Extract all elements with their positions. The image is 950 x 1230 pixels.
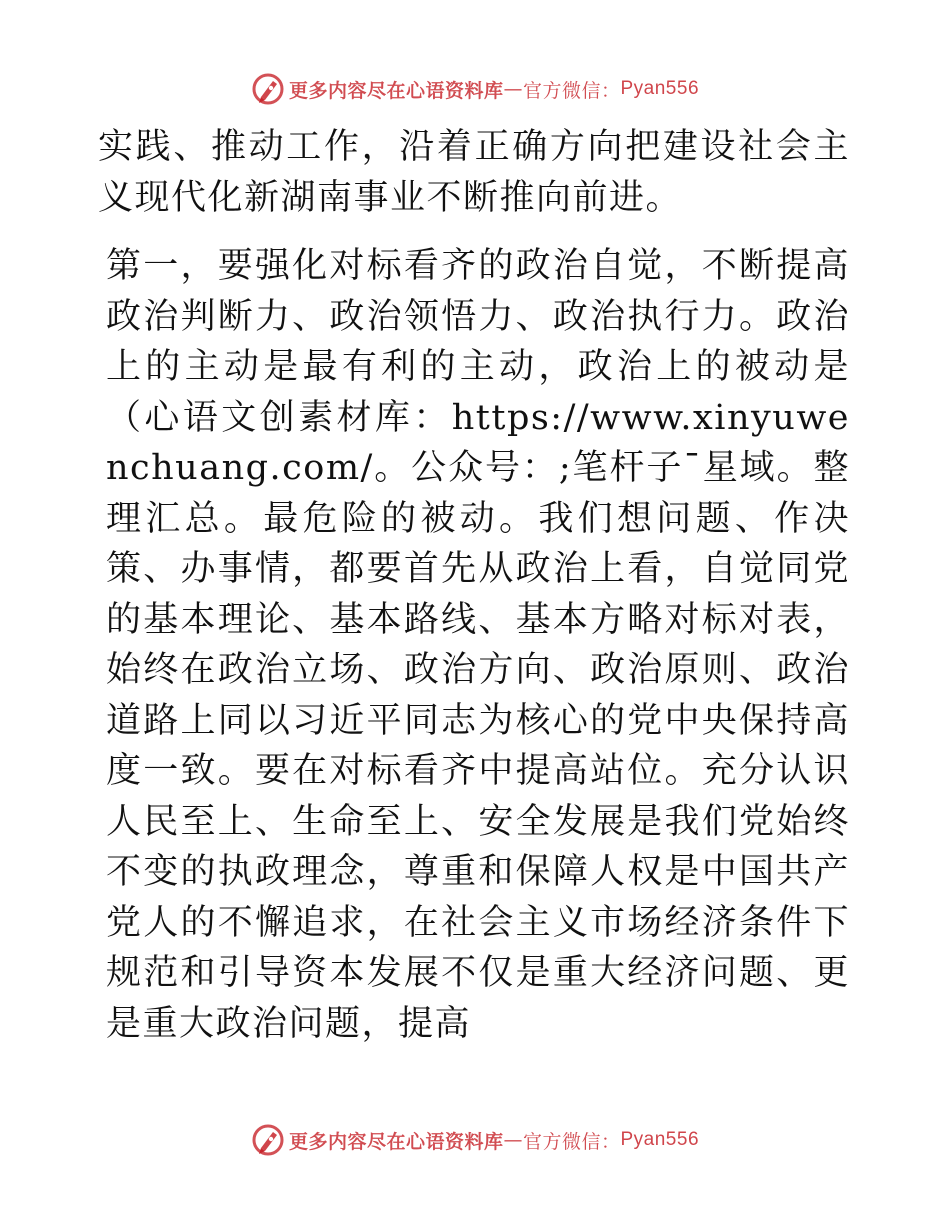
document-body [98, 122, 850, 1049]
paragraph: 第一，要强化对标看齐的政治自觉，不断提高政治判断力、政治领悟力、政治执行力。政治上的主动是最有利的主动，政治上的被动是（心语文创素材库：https://www.xinyuwenchuang.com/。公众号：;笔杆子¯星域。整理汇总。最危险的被动。我们想问题、作决策、办事情，都要首先从政治上看，自觉同党的基本理论、基本路线、基本方略对标对表，始终在政治立场、政治方向、政治原则、政治道路上同以习近平同志为核心的党中央保持高度一致。要在对标看齐中提高站位。充分认识人民至上、生命至上、安全发展是我们党始终不变的执政理念，尊重和保障人权是中国共产党人的不懈追求，在社会主义市场经济条件下规范和引导资本发展不仅是重大经济问题、更是重大政治问题，提高 [106, 246, 850, 1044]
watermark-brand: 更多内容尽在心语资料库 [288, 1130, 504, 1153]
watermark-separator: — [503, 78, 523, 100]
watermark-contact: 官方微信： [522, 79, 621, 102]
watermark-contact: 官方微信： [522, 1130, 621, 1153]
pen-logo-icon [251, 72, 285, 106]
header-watermark [0, 72, 950, 106]
paragraph: 实践、推动工作，沿着正确方向把建设社会主义现代化新湖南事业不断推向前进。 [98, 127, 850, 218]
pen-logo-icon [251, 1123, 285, 1157]
watermark-brand: 更多内容尽在心语资料库 [288, 79, 504, 102]
watermark-wechat-id: Pyan556 [620, 78, 700, 99]
watermark-wechat-id: Pyan556 [620, 1129, 700, 1150]
footer-watermark [0, 1123, 950, 1157]
watermark-separator: — [503, 1129, 523, 1151]
